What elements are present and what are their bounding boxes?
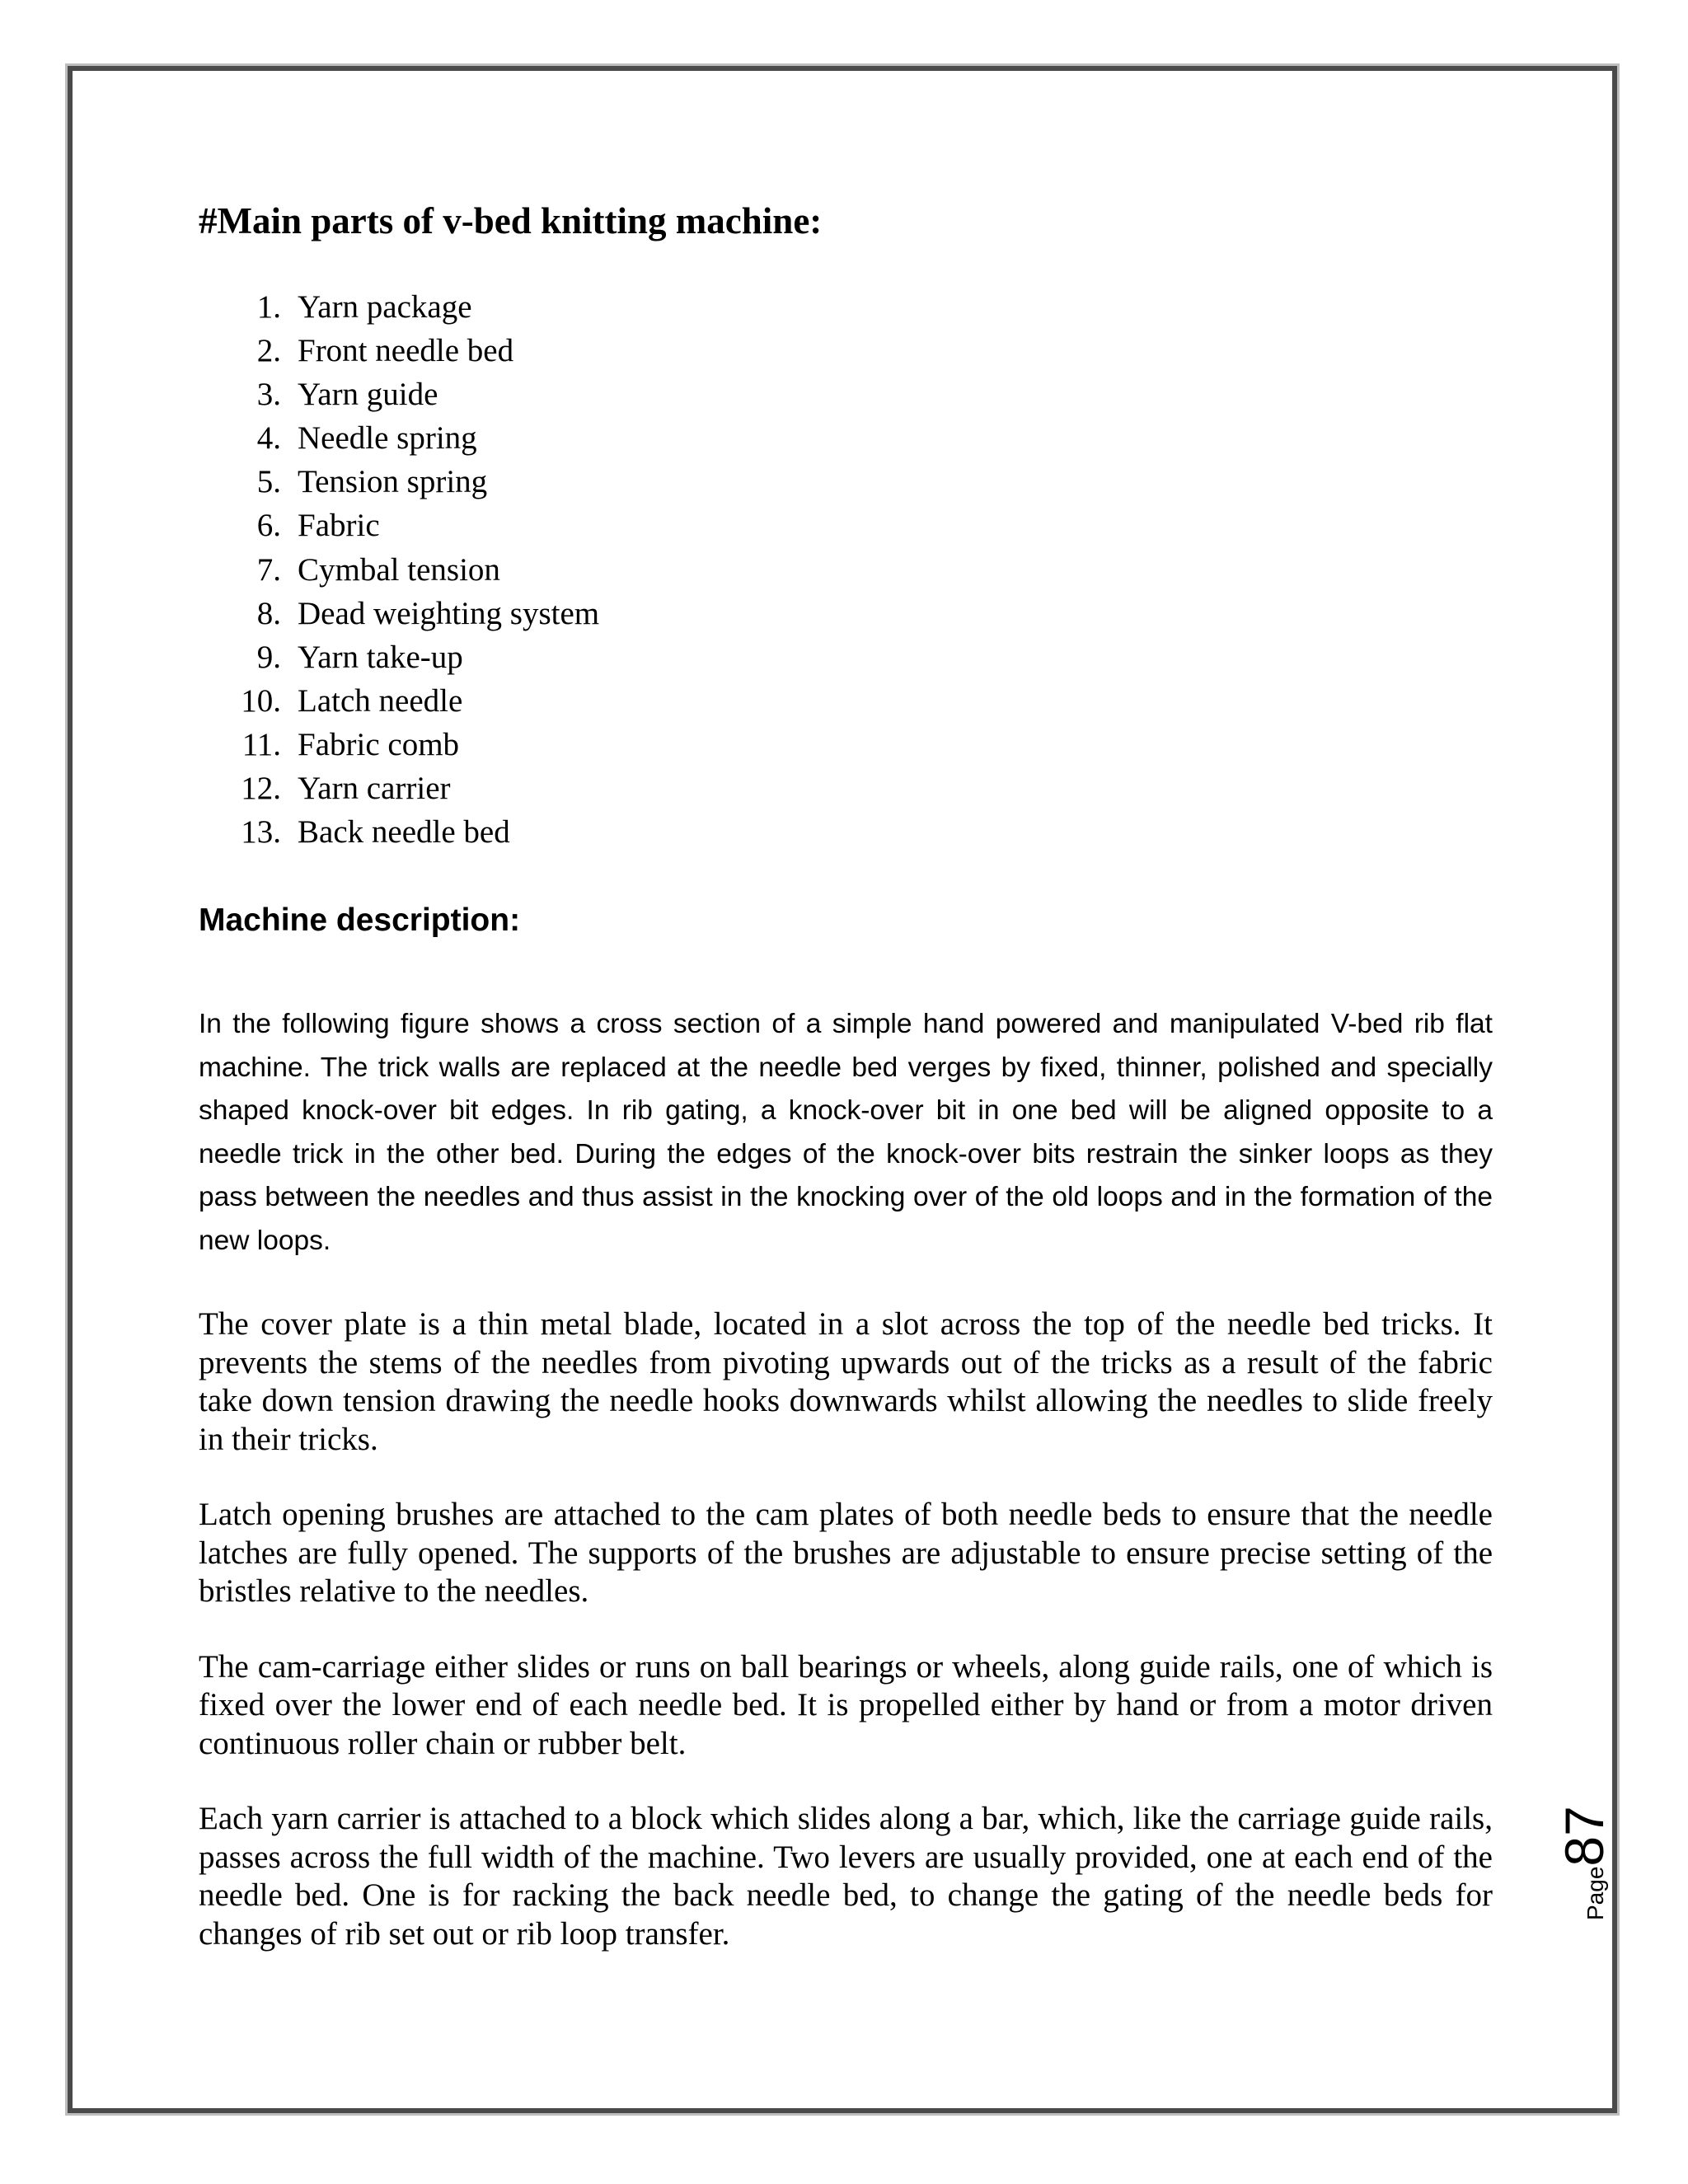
list-item-number: 8. [256,595,281,631]
main-heading: #Main parts of v-bed knitting machine: [199,200,823,241]
list-item [199,329,1493,373]
paragraph-yarn-carrier: Each yarn carrier is attached to a block which slides along a bar, which, like the carriage guide rails, passes across the full width of the machine. Two levers are usually provided, one at each end of the needle bed. One is for racking the back needle bed, to change the gating of the needle beds for changes of rib set out or rib loop transfer. [199,1801,1493,1952]
list-item-number: 11. [241,726,281,762]
list-item [199,679,1493,723]
list-item [199,373,1493,416]
page-label: Page [1582,1866,1608,1920]
list-item-number: 9. [256,639,281,675]
list-item [199,460,1493,504]
list-item-label: Yarn package [298,289,472,325]
list-item [199,504,1493,547]
list-item [199,285,1493,329]
list-item [199,548,1493,592]
list-item-number: 4. [256,420,281,457]
list-item-label: Fabric comb [298,726,460,762]
section-heading: Machine description: [199,902,521,939]
list-item-number: 13. [241,814,281,851]
list-item [199,416,1493,460]
paragraph-latch-brushes: Latch opening brushes are attached to the cam plates of both needle beds to ensure that the needle latches are fully opened. The supports of the brushes are adjustable to ensure precise setting of the bristles relative to the needles. [199,1497,1493,1610]
list-item-number: 3. [256,377,281,413]
list-item-label: Needle spring [298,420,477,457]
list-item-label: Yarn guide [298,377,438,413]
list-item-label: Fabric [298,508,380,544]
page-content [199,198,1493,1953]
list-item-number: 1. [256,289,281,325]
list-item-label: Yarn carrier [298,771,451,807]
list-item [199,766,1493,810]
list-item-number: 6. [256,508,281,544]
list-item-number: 7. [256,551,281,588]
list-item [199,592,1493,635]
list-item-label: Latch needle [298,682,463,719]
page-number-value: 87 [1554,1806,1615,1867]
intro-paragraph: In the following figure shows a cross section of a simple hand powered and manipulated V-bed rib flat machine. The trick walls are replaced at the needle bed verges by fixed, thinner, polished and specially shaped knock-over bit edges. In rib gating, a knock-over bit in one bed will be aligned opposite to a needle trick in the other bed. During the edges of the knock-over bits restrain the sinker loops as they pass between the needles and thus assist in the knocking over of the old loops and in the formation of the new loops. [199,1009,1493,1256]
list-item-number: 12. [241,771,281,807]
list-item [199,635,1493,679]
list-item-label: Cymbal tension [298,551,500,588]
parts-list [199,285,1493,854]
paragraph-cover-plate: The cover plate is a thin metal blade, located in a slot across the top of the needle bed tricks. It prevents the stems of the needles from pivoting upwards out of the tricks as a result of the fabric take down tension drawing the needle hooks downwards whilst allowing the needles to slide freely in their tricks. [199,1306,1493,1457]
list-item-number: 10. [241,682,281,719]
list-item [199,723,1493,766]
list-item-label: Dead weighting system [298,595,600,631]
list-item-label: Tension spring [298,464,488,500]
list-item-number: 2. [256,333,281,369]
list-item-label: Yarn take-up [298,639,463,675]
list-item-number: 5. [256,464,281,500]
list-item-label: Back needle bed [298,814,510,851]
list-item [199,810,1493,854]
paragraph-cam-carriage: The cam-carriage either slides or runs on ball bearings or wheels, along guide rails, one of which is fixed over the lower end of each needle bed. It is propelled either by hand or from a motor driven continuous roller chain or rubber belt. [199,1648,1493,1761]
list-item-label: Front needle bed [298,333,514,369]
